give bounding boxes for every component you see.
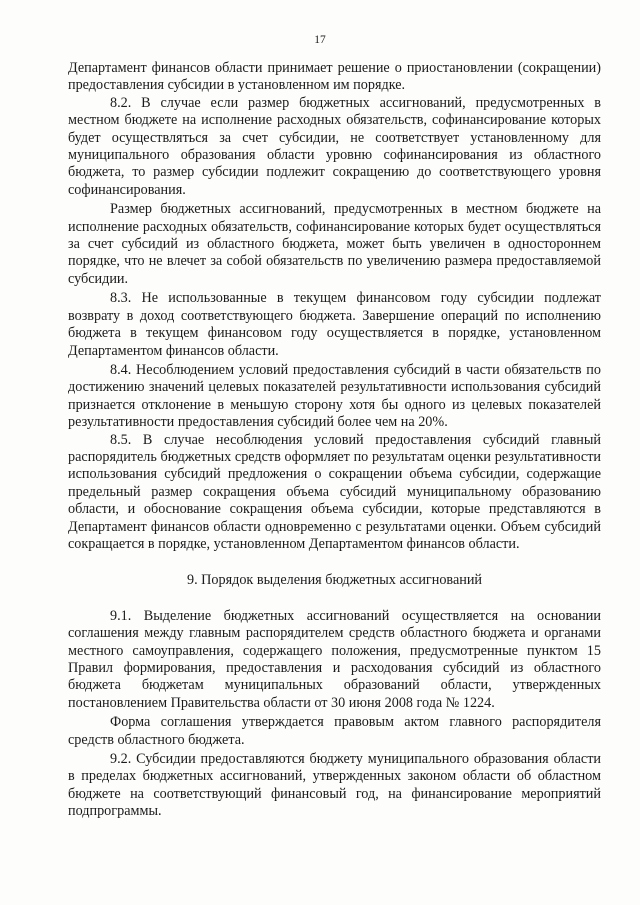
paragraph-8-4: 8.4. Несоблюдением условий предоставления субсидий в части обязательств по достижению значений целевых показателей результативности использования субсидий признается отклонение в меньшую сторону хотя бы одного из целевых показателей результативности предоставления субсидий более чем на 20%. [68,361,601,431]
page-number: 17 [314,34,326,46]
paragraph-9-2: 9.2. Субсидии предоставляются бюджету муниципального образования области в пределах бюджетных ассигнований, утвержденных законом области об областном бюджете на соответствующий финансовый год, на финансирование мероприятий подпрограммы. [68,751,601,820]
section-9-heading: 9. Порядок выделения бюджетных ассигнований [186,572,483,589]
paragraph-agreement-form: Форма соглашения утверждается правовым актом главного распорядителя средств областного бюджета. [68,714,601,748]
document-body [68,60,601,821]
paragraph-8-5: 8.5. В случае несоблюдения условий предоставления субсидий главный распорядитель бюджетных средств оформляет по результатам оценки результативности использования субсидий предложения о сокращении объема субсидии, содержащие предельный размер сокращения объема субсидий муниципальному образованию области, и обоснование сокращения объема субсидии, которые представляются в Департамент финансов области одновременно с результатами оценки. Объем субсидий сокращается в порядке, установленном Департаментом финансов области. [68,431,601,552]
paragraph-8-2: 8.2. В случае если размер бюджетных ассигнований, предусмотренных в местном бюджете на исполнение расходных обязательств, софинансирование которых будет осуществляться за счет субсидии, не соответствует установленному для муниципального образования области уровню софинансирования из областного бюджета, то размер субсидии подлежит сокращению до соответствующего уровня софинансирования. [68,94,601,198]
paragraph-continuation: Департамент финансов области принимает решение о приостановлении (сокращении) предоставления субсидии в установленном им порядке. [68,60,601,94]
paragraph-8-2-size: Размер бюджетных ассигнований, предусмотренных в местном бюджете на исполнение расходных обязательств, софинансирование которых будет осуществляться за счет субсидий из областного бюджета, может быть увеличен в одностороннем порядке, что не влечет за собой обязательств по увеличению размера предоставляемой субсидии. [68,201,601,287]
paragraph-8-3: 8.3. Не использованные в текущем финансовом году субсидии подлежат возврату в доход соответствующего бюджета. Завершение операций по исполнению бюджета в текущем финансовом году осуществляется в порядке, установленном Департаментом финансов области. [68,290,601,359]
paragraph-9-1: 9.1. Выделение бюджетных ассигнований осуществляется на основании соглашения между главным распорядителем средств областного бюджета и органами местного самоуправления, содержащего положения, предусмотренные пунктом 15 Правил формирования, предоставления и расходования субсидий из областного бюджета бюджетам муниципальных образований области, утвержденных постановлением Правительства области от 30 июня 2008 года № 1224. [68,607,601,711]
